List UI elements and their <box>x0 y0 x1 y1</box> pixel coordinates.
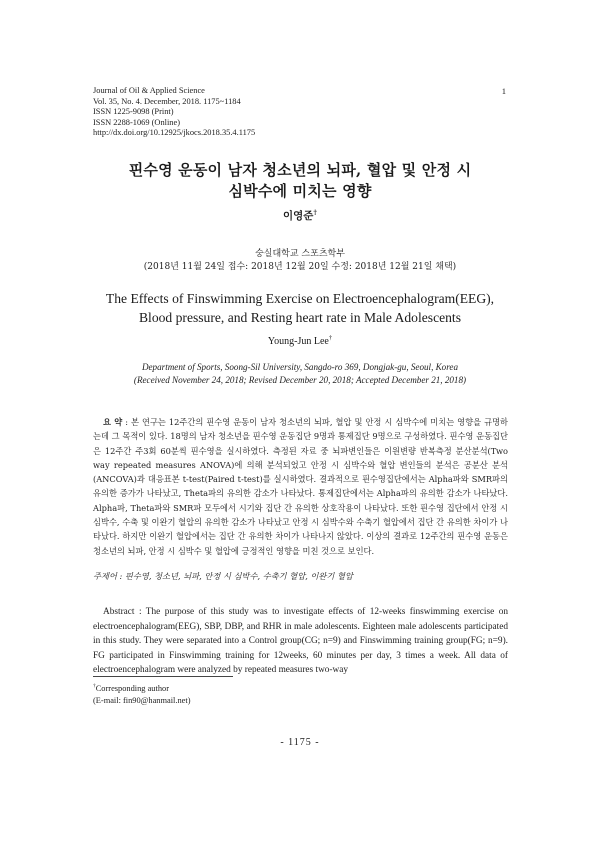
korean-author-mark: † <box>313 208 317 217</box>
english-abstract <box>93 605 508 678</box>
footnote-divider <box>93 676 233 677</box>
issn-online: ISSN 2288-1069 (Online) <box>93 117 181 127</box>
korean-affiliation-block <box>0 248 600 273</box>
english-author <box>0 336 600 347</box>
korean-author-name: 이영준 <box>282 210 314 222</box>
korean-dates: (2018년 11월 24일 접수: 2018년 12월 20일 수정: 2018년 12월 21일 채택) <box>143 261 457 272</box>
korean-abstract-text: : 본 연구는 12주간의 핀수영 운동이 남자 청소년의 뇌파, 혈압 및 안정 시 심박수에 미치는 영향을 규명하는데 그 목적이 있다. 18명의 남자 청소년을 핀수영 운동집단 9명과 통제집단 9명으로 구성하였다. 핀수영 운동집단은 12주간 주3회 60분씩 핀수영을 실시하였다. 측정된 자료 중 뇌파변인들은 이원변량 반복측정 분산분석(Two way repeated measures ANOVA)에 의해 분석되었고 안정 시 심박수와 혈압 변인들의 분석은 공분산 분석(ANCOVA)과 대응표본 t-test(Paired t-test)를 실시하였다. 결과적으로 핀수영집단에서는 Alpha파와 SMR파의 유의한 증가가 나타났고, Theta파의 유의한 감소가 나타났다. 통제집단에서는 Alpha파의 유의한 감소가 나타났다. Alpha파, Theta파와 SMR파 모두에서 시기와 집단 간 유의한 상호작용이 나타났다. 또한 핀수영 집단에서 안정 시 심박수, 수축 및 이완기 혈압의 유의한 감소가 나타났고 안정 시 심박수와 수축기 혈압에서 집단 간 유의한 차이가 나타났다. 하지만 이완기 혈압에서는 집단 간 유의한 차이가 나타나지 않았다. 이상의 결과로 12주간의 핀수영 운동은 청소년의 뇌파, 안정 시 심박수 및 혈압에 긍정적인 영향을 미친 것으로 보인다. <box>93 417 509 556</box>
english-title-line2: Blood pressure, and Resting heart rate in Male Adolescents <box>138 310 461 325</box>
english-title-line1: The Effects of Finswimming Exercise on Electroencephalogram(EEG), <box>105 291 495 306</box>
footnote-email: (E-mail: fin90@hanmail.net) <box>93 696 191 705</box>
page-number: 1 <box>501 86 506 96</box>
english-abstract-text: : The purpose of this study was to investigate effects of 12-weeks finswimming exercise on electroencephalogram(EEG), SBP, DBP, and RHR in male adolescents. Eighteen male adolescents participated in this study. They were separated into a Control group(CG; n=9) and Finswimming training group(FG; n=9). FG participated in Finswimming training for 12weeks, 60 minutes per day, 3 times a week. All data of electroencephalogram were analyzed by repeated measures two-way <box>93 607 508 676</box>
english-title <box>60 289 540 327</box>
footnote-corresponding <box>93 683 393 695</box>
journal-header <box>93 86 513 139</box>
korean-abstract <box>93 415 508 558</box>
doi-link[interactable]: http://dx.doi.org/10.12925/jkocs.2018.35.4.1175 <box>93 128 256 138</box>
english-dates: (Received November 24, 2018; Revised December 20, 2018; Accepted December 21, 2018) <box>133 375 467 385</box>
english-abstract-label: Abstract <box>103 607 135 617</box>
english-author-name: Young-Jun Lee <box>267 336 329 347</box>
english-author-mark: † <box>328 334 333 342</box>
issn-print: ISSN 1225-9098 (Print) <box>93 107 174 117</box>
korean-keywords: 주제어 : 핀수영, 청소년, 뇌파, 안정 시 심박수, 수축기 혈압, 이완기 혈압 <box>93 571 353 581</box>
korean-title-line1: 핀수영 운동이 남자 청소년의 뇌파, 혈압 및 안정 시 <box>128 161 472 179</box>
korean-abstract-label: 요 약 <box>103 417 123 427</box>
footnote-line1: Corresponding author <box>95 684 169 693</box>
korean-author <box>0 208 600 223</box>
english-affiliation-block <box>0 361 600 387</box>
korean-title-line2: 심박수에 미치는 영향 <box>228 182 372 200</box>
journal-volume: Vol. 35, No. 4. December, 2018. 1175~1184 <box>93 96 241 106</box>
journal-name: Journal of Oil & Applied Science <box>93 86 205 95</box>
korean-affiliation: 숭실대학교 스포츠학부 <box>255 249 345 259</box>
korean-title <box>60 160 540 202</box>
footer-page-label: - 1175 - <box>280 737 320 748</box>
english-affiliation: Department of Sports, Soong-Sil University, Sangdo-ro 369, Dongjak-gu, Seoul, Korea <box>141 362 459 372</box>
footnote-mark: † <box>93 683 96 690</box>
footnote <box>93 683 393 707</box>
